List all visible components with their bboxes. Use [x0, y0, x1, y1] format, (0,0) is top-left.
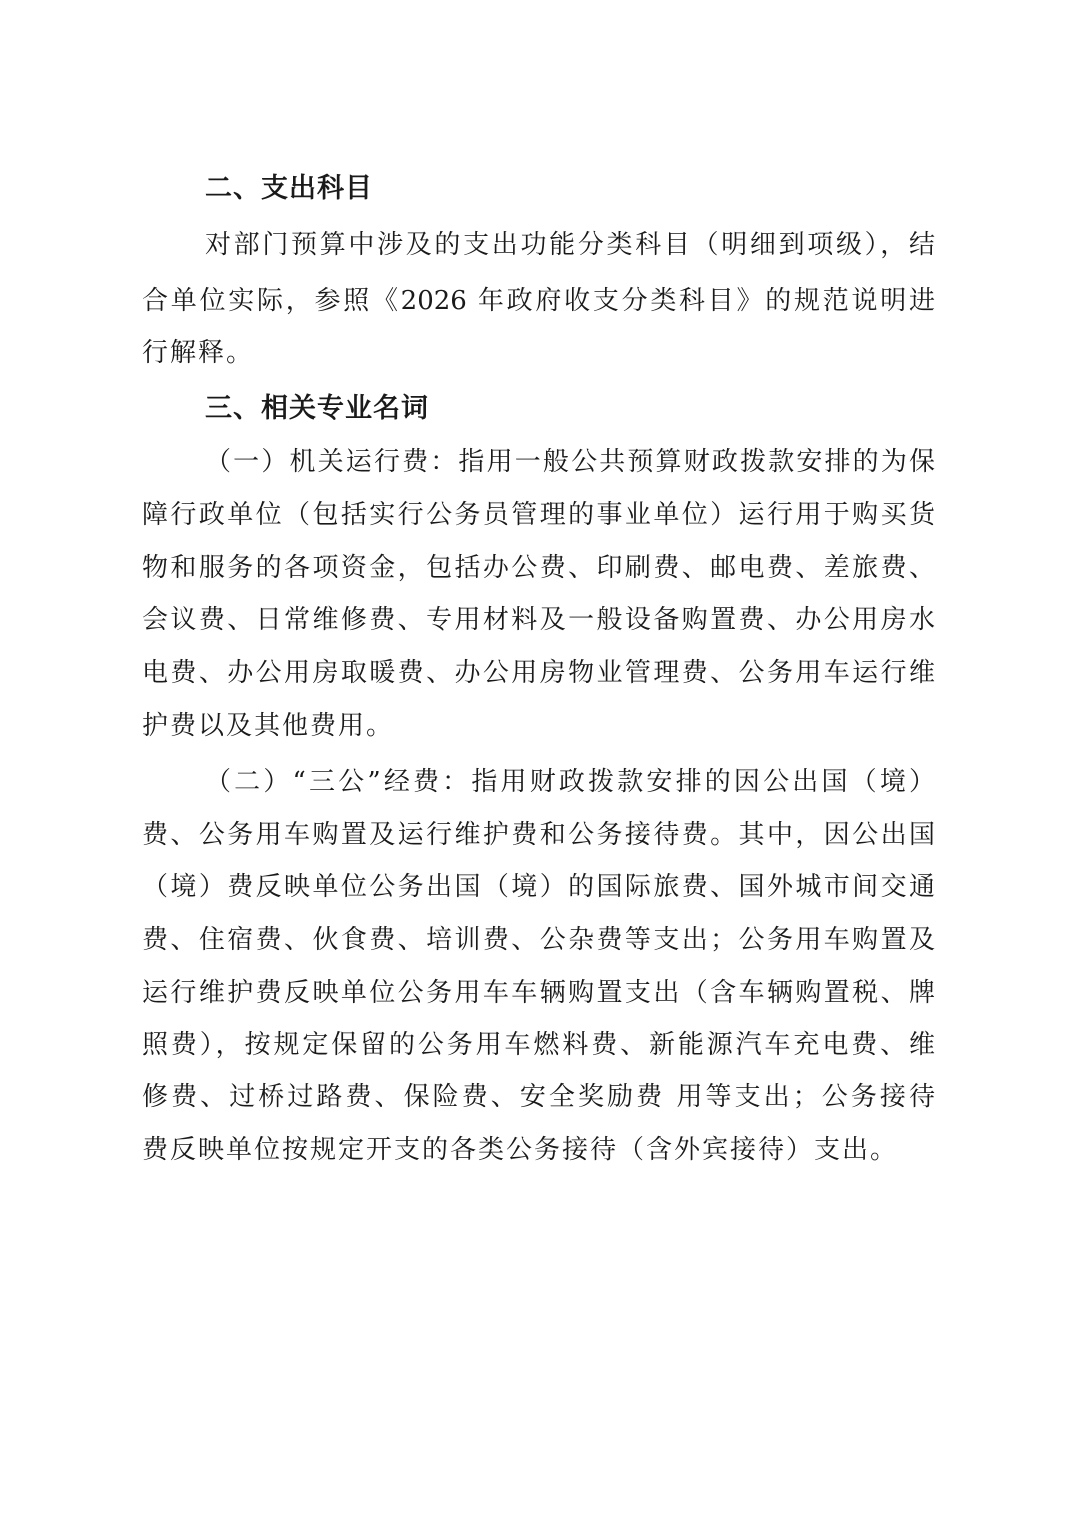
- paragraph-line: 费、住宿费、伙食费、培训费、公杂费等支出；公务用车购置及: [142, 925, 935, 955]
- paragraph-line: 障行政单位（包括实行公务员管理的事业单位）运行用于购买货: [142, 500, 935, 530]
- section-heading-expenditure-items: 二、支出科目: [205, 173, 373, 204]
- paragraph-line: 物和服务的各项资金，包括办公费、印刷费、邮电费、差旅费、: [142, 553, 935, 583]
- paragraph-line: 运行维护费反映单位公务用车车辆购置支出（含车辆购置税、牌: [142, 978, 935, 1008]
- paragraph-line: 护费以及其他费用。: [142, 711, 395, 741]
- paragraph-line: 照费），按规定保留的公务用车燃料费、新能源汽车充电费、维: [142, 1030, 935, 1060]
- paragraph-line: （境）费反映单位公务出国（境）的国际旅费、国外城市间交通: [142, 872, 935, 902]
- paragraph-line: 费反映单位按规定开支的各类公务接待（含外宾接待）支出。: [142, 1135, 899, 1165]
- section-heading-terms: 三、相关专业名词: [205, 393, 429, 424]
- paragraph-line: 修费、过桥过路费、保险费、安全奖励费 用等支出；公务接待: [142, 1082, 935, 1112]
- paragraph-line: 电费、办公用房取暖费、办公用房物业管理费、公务用车运行维: [142, 658, 935, 688]
- paragraph-line: 会议费、日常维修费、专用材料及一般设备购置费、办公用房水: [142, 605, 935, 635]
- paragraph-line: （二）“三公”经费：指用财政拨款安排的因公出国（境）: [205, 767, 935, 797]
- paragraph-line: 合单位实际，参照《2026 年政府收支分类科目》的规范说明进: [142, 286, 935, 316]
- paragraph-line: 费、公务用车购置及运行维护费和公务接待费。其中，因公出国: [142, 820, 935, 850]
- paragraph-line: 对部门预算中涉及的支出功能分类科目（明细到项级），结: [205, 230, 935, 260]
- paragraph-line: 行解释。: [142, 338, 255, 368]
- paragraph-line: （一）机关运行费：指用一般公共预算财政拨款安排的为保: [205, 447, 935, 477]
